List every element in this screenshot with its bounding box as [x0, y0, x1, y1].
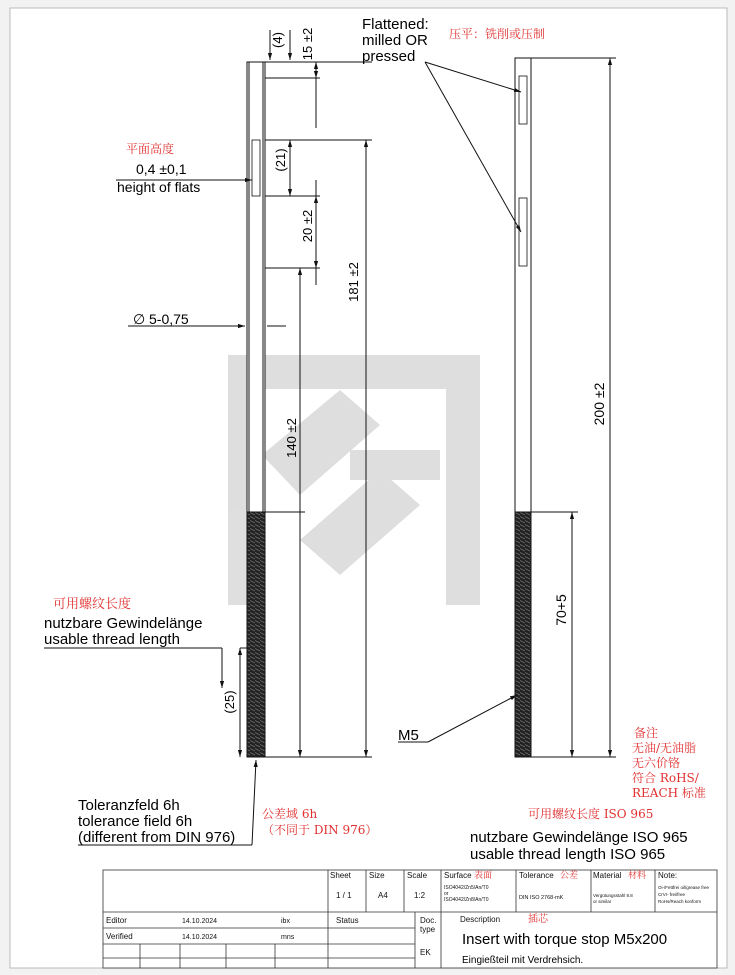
tb-scale-header: Scale	[407, 871, 428, 880]
tb-doctype-label1: Doc.	[420, 916, 437, 925]
tb-verified-label: Verified	[106, 932, 133, 941]
tb-surface-value: ISO4042/Zn8/An/T0	[444, 897, 489, 903]
dim-70: 70+5	[553, 594, 569, 626]
diameter-symbol: ∅	[133, 311, 146, 327]
remark-line: 符合 RoHS/	[632, 771, 699, 785]
tb-surface-value: or	[444, 891, 449, 897]
left-thread-note-de: nutzbare Gewindelänge	[44, 615, 203, 632]
tb-doctype-label2: type	[420, 925, 436, 934]
tolerance-de: Toleranzfeld 6h	[78, 797, 180, 814]
tb-note-value: RoHs/Reach konform	[658, 899, 702, 904]
tb-editor-label: Editor	[106, 916, 127, 925]
tb-size-header: Size	[369, 871, 385, 880]
tb-surface-cn: 表面	[474, 871, 493, 881]
remark-line: 无油/无油脂	[632, 741, 697, 755]
tb-note-value: CrVI- frei/free	[658, 892, 686, 897]
tb-material-cn: 材料	[628, 871, 647, 881]
tb-sheet-value: 1 / 1	[336, 891, 352, 900]
tb-tolerance-cn: 公差	[560, 871, 579, 881]
tb-status-label: Status	[336, 916, 359, 925]
right-thread	[515, 512, 531, 757]
tb-verified-date: 14.10.2024	[182, 934, 218, 941]
right-thread-note-cn: 可用螺纹长度 ISO 965	[528, 807, 654, 821]
tb-surface-value: ISO4042/Zn5/An/T0	[444, 885, 489, 891]
tb-size-value: A4	[378, 891, 388, 900]
flattened-line2: milled OR	[362, 32, 428, 49]
dim-140: 140 ±2	[284, 418, 299, 458]
remark-line: REACH 标准	[632, 786, 706, 800]
dim-4: (4)	[270, 32, 285, 48]
tb-editor-date: 14.10.2024	[182, 918, 218, 925]
tolerance-en: tolerance field 6h	[78, 813, 193, 830]
left-thread	[247, 512, 265, 757]
diameter-value: 5-0,75	[149, 311, 189, 327]
tb-tolerance-value: DIN ISO 2768-mK	[519, 895, 564, 901]
drawing-title: Insert with torque stop M5x200	[462, 931, 668, 948]
left-rod-body	[247, 62, 265, 512]
tb-surface-header: Surface	[444, 871, 472, 880]
tb-description-label: Description	[460, 915, 501, 924]
dim-200: 200 ±2	[591, 382, 607, 426]
dim-20: 20 ±2	[300, 209, 315, 243]
right-rod-body	[515, 58, 531, 512]
tb-editor-initials: ibx	[281, 918, 290, 925]
flattened-cn: 压平：铣削或压制	[449, 27, 546, 41]
left-thread-note-cn: 可用螺纹长度	[53, 597, 132, 612]
dim-181: 181 ±2	[346, 262, 361, 302]
right-thread-note-en: usable thread length ISO 965	[470, 846, 666, 863]
remark-line: 无六价铬	[632, 756, 681, 770]
tolerance-cn-2: （不同于 DIN 976）	[262, 823, 378, 837]
flat-height-cn: 平面高度	[126, 142, 175, 156]
tb-scale-value: 1:2	[414, 891, 426, 900]
right-thread-note-de: nutzbare Gewindelänge ISO 965	[470, 829, 688, 846]
tb-note-value: Oi-/Fettfrei oil/grease free	[658, 885, 710, 890]
tolerance-detail: (different from DIN 976)	[78, 829, 236, 846]
flat-height-label: height of flats	[117, 179, 201, 195]
tb-description-cn: 插芯	[528, 914, 548, 925]
left-thread-note-en: usable thread length	[44, 631, 180, 648]
tolerance-cn-1: 公差域 6h	[262, 807, 318, 821]
thread-size: M5	[398, 727, 419, 744]
tb-tolerance-header: Tolerance	[519, 871, 554, 880]
drawing-subtitle: Eingießteil mit Verdrehsich.	[462, 955, 584, 966]
tb-material-header: Material	[593, 871, 622, 880]
tb-material-value: Vergütungsstahl 8.8	[593, 893, 633, 898]
tb-verified-initials: mns	[281, 934, 295, 941]
dim-15: 15 ±2	[300, 27, 315, 61]
dim-25: (25)	[222, 690, 237, 714]
tb-doctype-value: EK	[420, 948, 431, 957]
tb-note-header: Note:	[658, 871, 678, 880]
dim-21: (21)	[273, 148, 288, 172]
flattened-line3: pressed	[362, 48, 416, 65]
flattened-line1: Flattened:	[362, 16, 429, 33]
flat-height-value: 0,4 ±0,1	[136, 161, 187, 177]
tb-sheet-header: Sheet	[330, 871, 351, 880]
remark-line: 备注	[634, 726, 659, 740]
tb-material-value: or similar	[593, 899, 612, 904]
